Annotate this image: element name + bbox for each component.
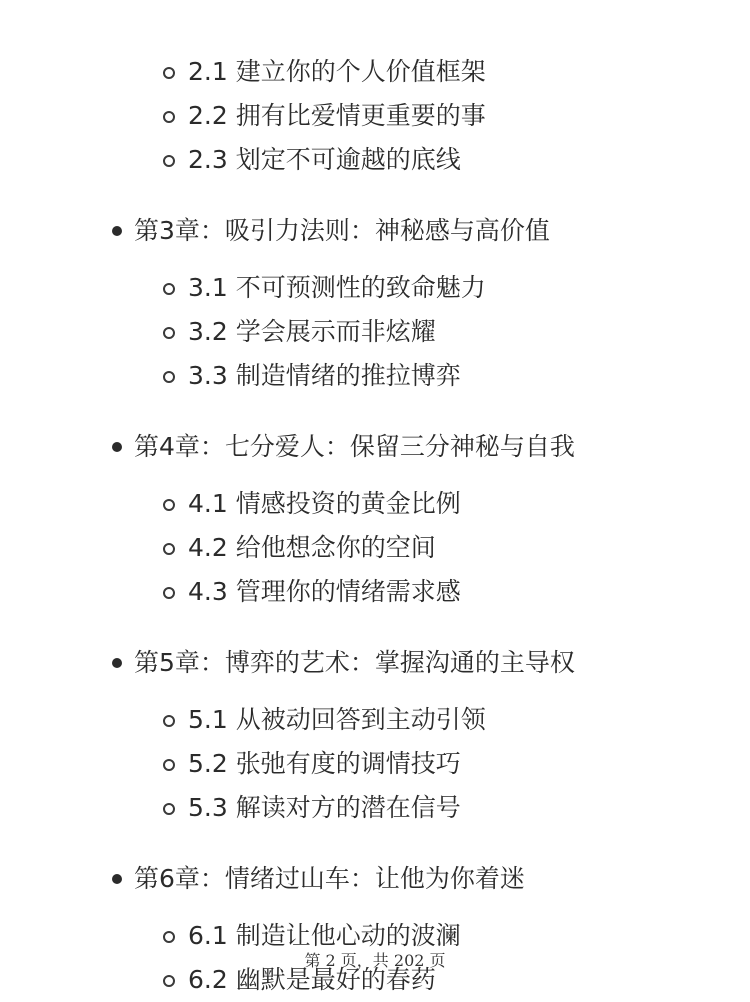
- toc-section-label: 3.1 不可预测性的致命魅力: [188, 273, 486, 302]
- toc-section-label: 5.3 解读对方的潜在信号: [188, 793, 461, 822]
- toc-section-label: 3.3 制造情绪的推拉博弈: [188, 361, 461, 390]
- hollow-bullet-icon: [163, 803, 175, 815]
- hollow-bullet-icon: [163, 371, 175, 383]
- toc-section-label: 6.2 幽默是最好的春药: [188, 965, 436, 994]
- toc-section-label: 4.3 管理你的情绪需求感: [188, 577, 461, 606]
- toc-section-item[interactable]: [0, 786, 750, 830]
- hollow-bullet-icon: [163, 327, 175, 339]
- hollow-bullet-icon: [163, 759, 175, 771]
- toc-chapter-label: 第5章：博弈的艺术：掌握沟通的主导权: [134, 648, 575, 677]
- toc-section-label: 5.1 从被动回答到主动引领: [188, 705, 486, 734]
- toc-chapter-item[interactable]: [0, 196, 750, 266]
- toc-chapter-label: 第4章：七分爱人：保留三分神秘与自我: [134, 432, 575, 461]
- hollow-bullet-icon: [163, 155, 175, 167]
- toc-section-label: 4.2 给他想念你的空间: [188, 533, 436, 562]
- toc-section-item[interactable]: [0, 742, 750, 786]
- hollow-bullet-icon: [163, 499, 175, 511]
- toc-section-label: 2.2 拥有比爱情更重要的事: [188, 101, 486, 130]
- filled-bullet-icon: [112, 658, 122, 668]
- filled-bullet-icon: [112, 874, 122, 884]
- toc-chapter-item[interactable]: [0, 844, 750, 914]
- hollow-bullet-icon: [163, 715, 175, 727]
- toc-chapter-item[interactable]: [0, 628, 750, 698]
- toc-section-item[interactable]: [0, 570, 750, 614]
- hollow-bullet-icon: [163, 67, 175, 79]
- toc-section-label: 4.1 情感投资的黄金比例: [188, 489, 461, 518]
- toc-section-item[interactable]: [0, 482, 750, 526]
- hollow-bullet-icon: [163, 587, 175, 599]
- table-of-contents: [0, 50, 750, 1002]
- toc-section-item[interactable]: [0, 310, 750, 354]
- toc-chapter-item[interactable]: [0, 412, 750, 482]
- toc-section-item[interactable]: [0, 698, 750, 742]
- toc-section-label: 2.1 建立你的个人价值框架: [188, 57, 486, 86]
- hollow-bullet-icon: [163, 283, 175, 295]
- toc-chapter-label: 第6章：情绪过山车：让他为你着迷: [134, 864, 525, 893]
- page-number-footer: 第 2 页，共 202 页: [304, 951, 446, 970]
- toc-section-item[interactable]: [0, 354, 750, 398]
- toc-section-label: 5.2 张弛有度的调情技巧: [188, 749, 461, 778]
- toc-section-item[interactable]: [0, 266, 750, 310]
- toc-section-item[interactable]: [0, 526, 750, 570]
- hollow-bullet-icon: [163, 111, 175, 123]
- hollow-bullet-icon: [163, 975, 175, 987]
- hollow-bullet-icon: [163, 543, 175, 555]
- hollow-bullet-icon: [163, 931, 175, 943]
- toc-section-item[interactable]: [0, 138, 750, 182]
- toc-section-label: 2.3 划定不可逾越的底线: [188, 145, 461, 174]
- filled-bullet-icon: [112, 226, 122, 236]
- filled-bullet-icon: [112, 442, 122, 452]
- toc-section-item[interactable]: [0, 94, 750, 138]
- toc-section-label: 6.1 制造让他心动的波澜: [188, 921, 461, 950]
- toc-section-label: 3.2 学会展示而非炫耀: [188, 317, 436, 346]
- toc-chapter-label: 第3章：吸引力法则：神秘感与高价值: [134, 216, 550, 245]
- toc-section-item[interactable]: [0, 50, 750, 94]
